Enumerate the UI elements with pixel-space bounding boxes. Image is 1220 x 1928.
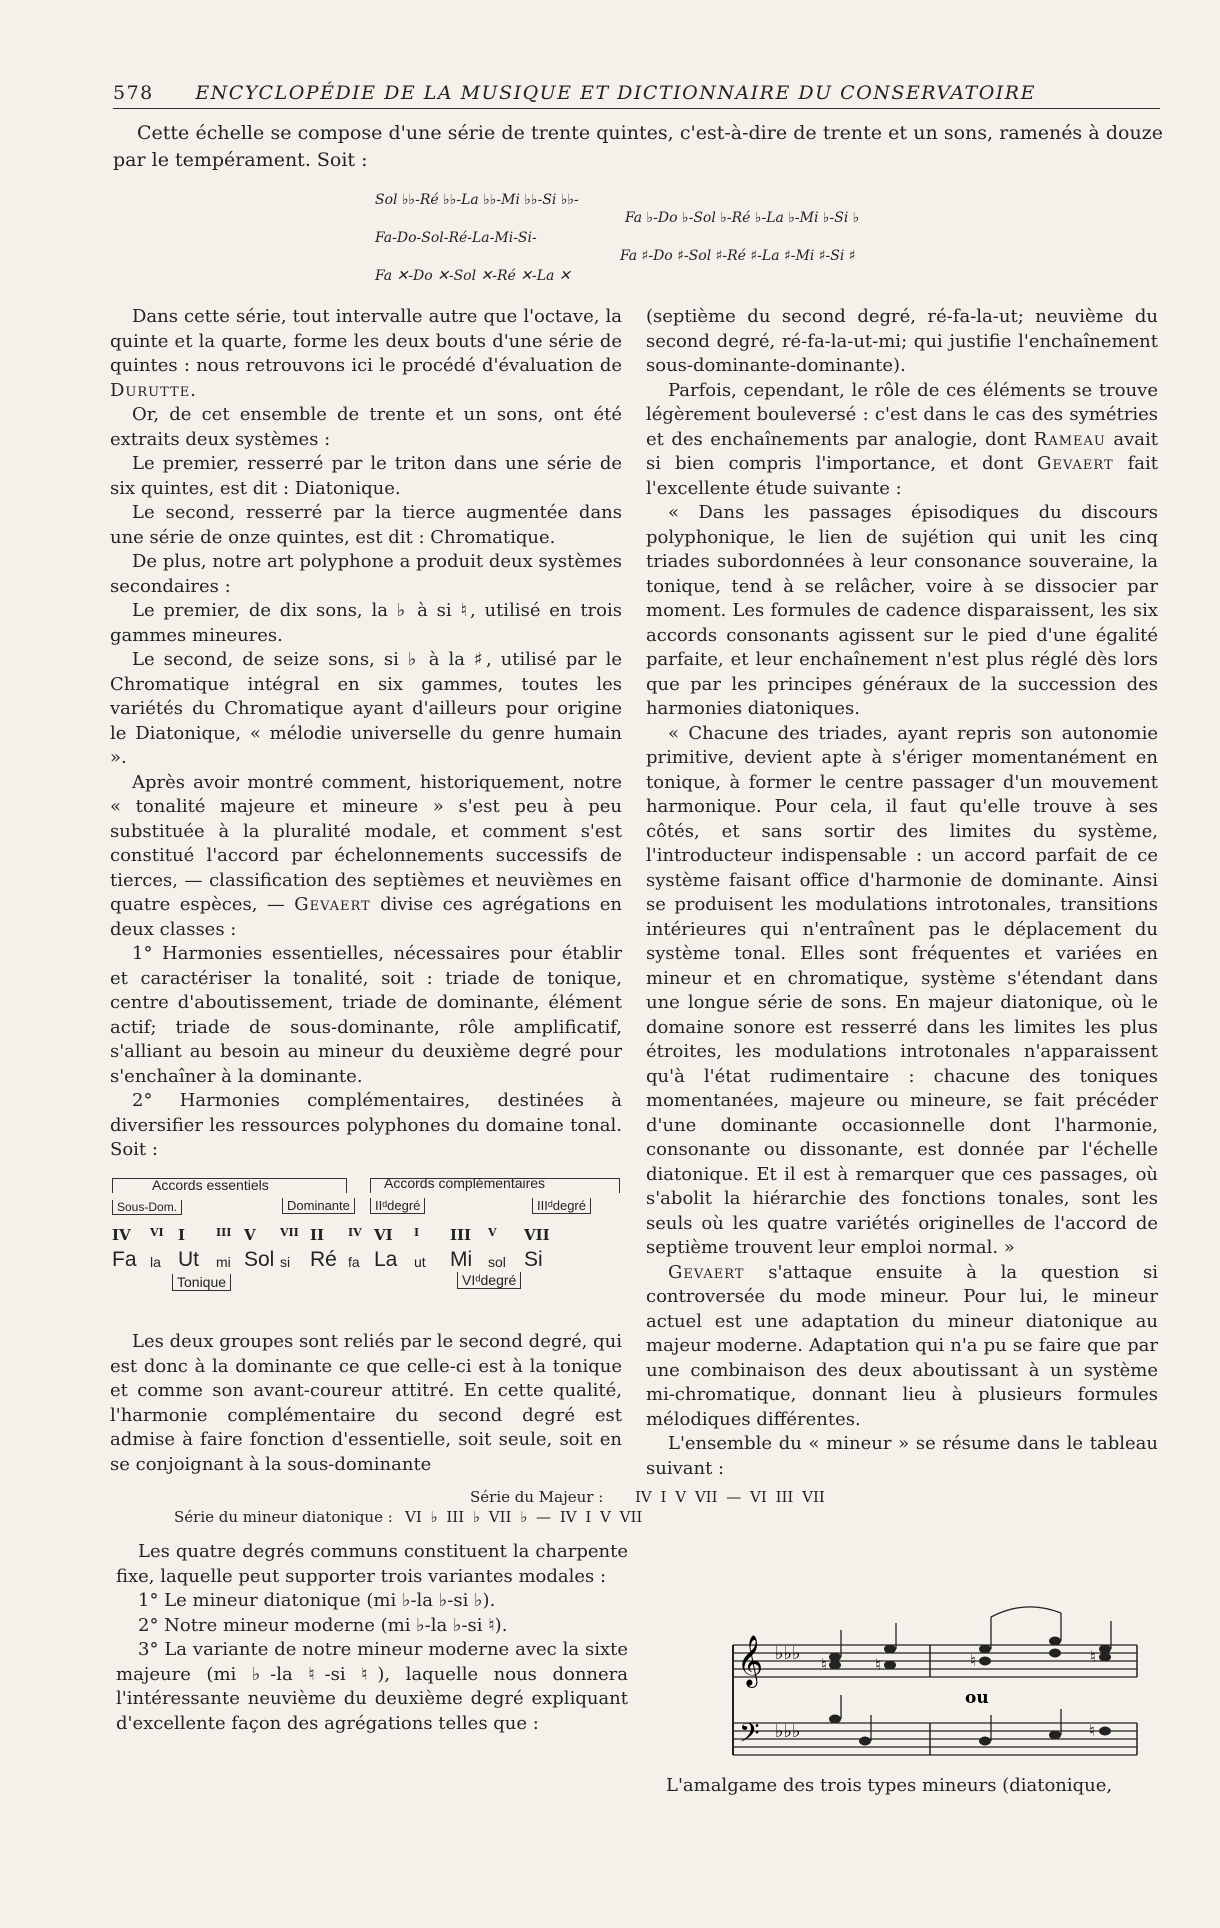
left-paragraph: 2° Notre mineur moderne (mi ♭-la ♭-si ♮). [138,1614,508,1636]
figure-caption: L'amalgame des trois types mineurs (diatonique, [666,1775,1113,1796]
intro-paragraph: Cette échelle se compose d'une série de trente quintes, c'est-à-dire de trente et un sons, ramenés à douze par le tempérament. Soit : [113,122,1163,171]
natural-icon: ♮ [821,1655,827,1674]
flat-icon: ♭♭♭ [775,1721,801,1742]
sous-dom-label: Sous-Dom. [112,1200,182,1215]
note-names-row [112,1248,624,1274]
degree-note: Si [524,1248,543,1271]
running-title: ENCYCLOPÉDIE DE LA MUSIQUE ET DICTIONNAIRE DU CONSERVATOIRE [195,82,1036,104]
left-paragraph: Les quatre degrés communs constituent la charpente fixe, laquelle peut supporter trois variantes modales : [116,1541,628,1587]
left-column-bottom [116,1540,628,1736]
minor-series-table [140,1488,1000,1532]
degree-numeral: I [178,1226,186,1244]
degree-numeral: VI [150,1226,164,1239]
music-example [725,1595,1145,1770]
tonique-label: Tonique [172,1274,231,1291]
degree-note: La [374,1248,398,1271]
left-paragraph: Après avoir montré comment, historiquement, notre « tonalité majeure et mineure » s'est peu à peu substituée à la pluralité modale, et comment s'est constitué l'accord par échelonnements successifs de tierces, — classification des septièmes et neuvièmes en quatre espèces, — Gevaert divise ces agrégations en deux classes : [110,771,622,940]
degree-note: la [150,1254,161,1270]
degree-numeral: VI [374,1226,393,1244]
name-rameau: Rameau [1033,428,1106,450]
left-column-after-table [110,1330,622,1477]
iii-degre-label: IIIᵈdegré [532,1198,591,1214]
natural-icon: ♮ [1089,1721,1095,1740]
major-series-values: IV I V VII — VI III VII [635,1488,825,1506]
right-paragraph: Parfois, cependant, le rôle de ces éléments se trouve légèrement bouleversé : c'est dans le cas des symétries et des enchaînements par analogie, dont Rameau avait si bien compris l'importance, et dont Gevaert fait l'excellente étude suivante : [646,379,1159,499]
left-paragraph: 3° La variante de notre mineur moderne avec la sixte majeure (mi ♭-la ♮-si ♮), laquelle nous donnera l'intéressante neuvième du deuxième degré expliquant d'excellente façon des agrégations telles que : [116,1639,628,1734]
treble-clef-icon: 𝄞 [737,1635,764,1686]
left-paragraph: Le premier, resserré par le triton dans une série de six quintes, est dit : Diatonique. [110,453,622,499]
note-stems [841,1695,1061,1741]
right-paragraph: (septième du second degré, ré-fa-la-ut; neuvième du second degré, ré-fa-la-ut-mi; qui justifie l'enchaînement sous-dominante-dominante). [646,306,1158,376]
roman-numerals-row [112,1226,624,1246]
flat-icon: ♭♭♭ [775,1643,801,1664]
degree-numeral: IV [112,1226,131,1244]
scale-line-4: Fa ♯-Do ♯-Sol ♯-Ré ♯-La ♯-Mi ♯-Si ♯ [620,248,856,264]
degree-numeral: IV [348,1226,362,1239]
natural-icon: ♮ [970,1651,976,1670]
natural-icon: ♮ [875,1655,881,1674]
tie [991,1607,1061,1617]
scale-line-5: Fa ✕-Do ✕-Sol ✕-Ré ✕-La ✕ [375,268,571,284]
right-paragraph: « Dans les passages épisodiques du discours polyphonique, le lien de sujétion qui unit les cinq triades subordonnées à leur consonance souveraine, la tonique, tend à se relâcher, voire à se dissocier par moment. Les formules de cadence disparaissent, les six accords consonants agissent sur le pied d'une égalité parfaite, et leur enchaînement n'est plus réglé dès lors que par les principes généraux de la succession des harmonies diatoniques. [646,502,1158,719]
left-paragraph: Dans cette série, tout intervalle autre que l'octave, la quinte et la quarte, forme les deux bouts d'une série de quintes : nous retrouvons ici le procédé d'évaluation de Durutte. [110,306,622,401]
degree-numeral: III [450,1226,472,1244]
right-column [646,305,1158,1481]
dominante-label: Dominante [282,1198,355,1214]
major-series-label: Série du Majeur : [470,1488,604,1506]
scale-line-1: Sol ♭♭-Ré ♭♭-La ♭♭-Mi ♭♭-Si ♭♭- [375,192,579,208]
degree-note: Fa [112,1248,137,1271]
bass-clef-icon: 𝄢 [739,1717,760,1755]
degree-note: si [280,1254,291,1270]
left-paragraph: Le premier, de dix sons, la ♭ à si ♮, utilisé en trois gammes mineures. [110,600,622,646]
natural-icon: ♮ [1090,1647,1096,1666]
degree-note: Mi [450,1248,473,1271]
page-number: 578 [113,82,154,104]
left-column [110,305,622,1163]
left-paragraph: 1° Le mineur diatonique (mi ♭-la ♭-si ♭). [138,1590,496,1611]
name-gevaert: Gevaert [1037,453,1114,474]
degree-numeral: V [244,1226,256,1244]
ou-text: ou [965,1688,989,1708]
name-durutte: Durutte. [110,379,197,401]
left-paragraph: Le second, resserré par la tierce augmentée dans une série de onze quintes, est dit : Chromatique. [110,502,622,548]
chord-classification-table [112,1170,624,1298]
degree-note: ut [414,1254,426,1270]
left-paragraph: Le second, de seize sons, si ♭ à la ♯, utilisé par le Chromatique intégral en six gammes, toutes les variétés du Chromatique ayant d'ailleurs pour origine le Diatonique, « mélodie universelle du genre humain ». [110,649,622,768]
degree-note: mi [216,1254,231,1270]
degree-note: sol [488,1254,506,1270]
vi-degre-label: VIᵈdegré [457,1272,521,1289]
note-stems [841,1613,1111,1657]
complementaires-label: Accords complémentaires [384,1175,546,1191]
running-header [113,82,1160,109]
left-paragraph: 1° Harmonies essentielles, nécessaires pour établir et caractériser la tonalité, soit : triade de tonique, centre d'aboutissement, triade de dominante, élément actif; triade de sous-dominante, rôle amplificatif, s'alliant au besoin au mineur du deuxième degré pour s'enchaîner à la dominante. [110,943,622,1087]
degree-numeral: III [216,1226,232,1239]
degree-numeral: VII [524,1226,550,1244]
degree-numeral: I [414,1226,420,1239]
right-paragraph: « Chacune des triades, ayant repris son autonomie primitive, devient apte à s'ériger momentanément en tonique, à former le centre passager d'un mouvement harmonique. Pour cela, il faut qu'elle trouve à ses côtés, et sans sortir des limites du système, l'introducteur indispensable : un accord parfait de ce système faisant office d'harmonie de dominante. Ainsi se produisent les modulations introtonales, transitions intérieures qui n'entraînent pas le déplacement du système tonal. Elles sont fréquentes et variées en mineur et en chromatique, système s'étendant dans une longue série de sons. En majeur diatonique, où le domaine sonore est resserré dans les limites les plus étroites, les modulations introtonales n'apparaissent qu'à l'état rudimentaire : chacune des toniques momentanées, majeure ou mineure, se fait précéder d'une dominante occasionnelle dont l'harmonie, consonante ou dissonante, est donnée par l'échelle diatonique. Et il est à remarquer que ces passages, où s'abolit la hiérarchie des fonctions tonales, sont les seuls où les quatre variétés originelles de l'accord de septième trouvent leur emploi normal. » [646,722,1158,1258]
right-paragraph: L'ensemble du « mineur » se résume dans le tableau suivant : [646,1433,1158,1479]
left-paragraph: De plus, notre art polyphone a produit deux systèmes secondaires : [110,551,622,597]
degree-note: Ut [178,1248,199,1271]
left-paragraph: Or, de cet ensemble de trente et un sons, ont été extraits deux systèmes : [110,404,622,450]
degree-note: Sol [244,1248,275,1271]
essentiels-label: Accords essentiels [152,1177,269,1193]
degree-numeral: VII [280,1226,299,1239]
degree-numeral: II [310,1226,325,1244]
scale-line-3: Fa-Do-Sol-Ré-La-Mi-Si- [375,230,537,246]
minor-series-label: Série du mineur diatonique : [174,1508,393,1526]
scale-line-2: Fa ♭-Do ♭-Sol ♭-Ré ♭-La ♭-Mi ♭-Si ♭ [625,210,860,226]
minor-series-values: VI ♭ III ♭ VII ♭ — IV I V VII [405,1508,643,1526]
name-gevaert: Gevaert [668,1261,745,1283]
degree-numeral: V [488,1226,497,1239]
left-paragraph: Les deux groupes sont reliés par le second degré, qui est donc à la dominante ce que celle-ci est à la tonique et comme son avant-coureur attitré. En cette qualité, l'harmonie complémentaire du second degré est admise à faire fonction d'essentielle, soit seule, soit en se conjoignant à la sous-dominante [110,1331,622,1475]
quintes-scale [375,192,985,288]
right-paragraph: Gevaert s'attaque ensuite à la question si controversée du mode mineur. Pour lui, le mineur actuel est une adaptation du mineur diatonique au majeur moderne. Adaptation qui n'a pu se faire que par une combinaison des deux aboutissant à un système mi-chromatique, donnant lieu à plusieurs formules mélodiques différentes. [646,1261,1158,1430]
left-paragraph: 2° Harmonies complémentaires, destinées à diversifier les ressources polyphones du domaine tonal. Soit : [110,1090,622,1160]
ii-degre-label: IIᵈdegré [370,1198,425,1214]
name-gevaert: Gevaert [294,894,371,915]
degree-note: Ré [310,1248,337,1271]
degree-note: fa [348,1254,360,1270]
